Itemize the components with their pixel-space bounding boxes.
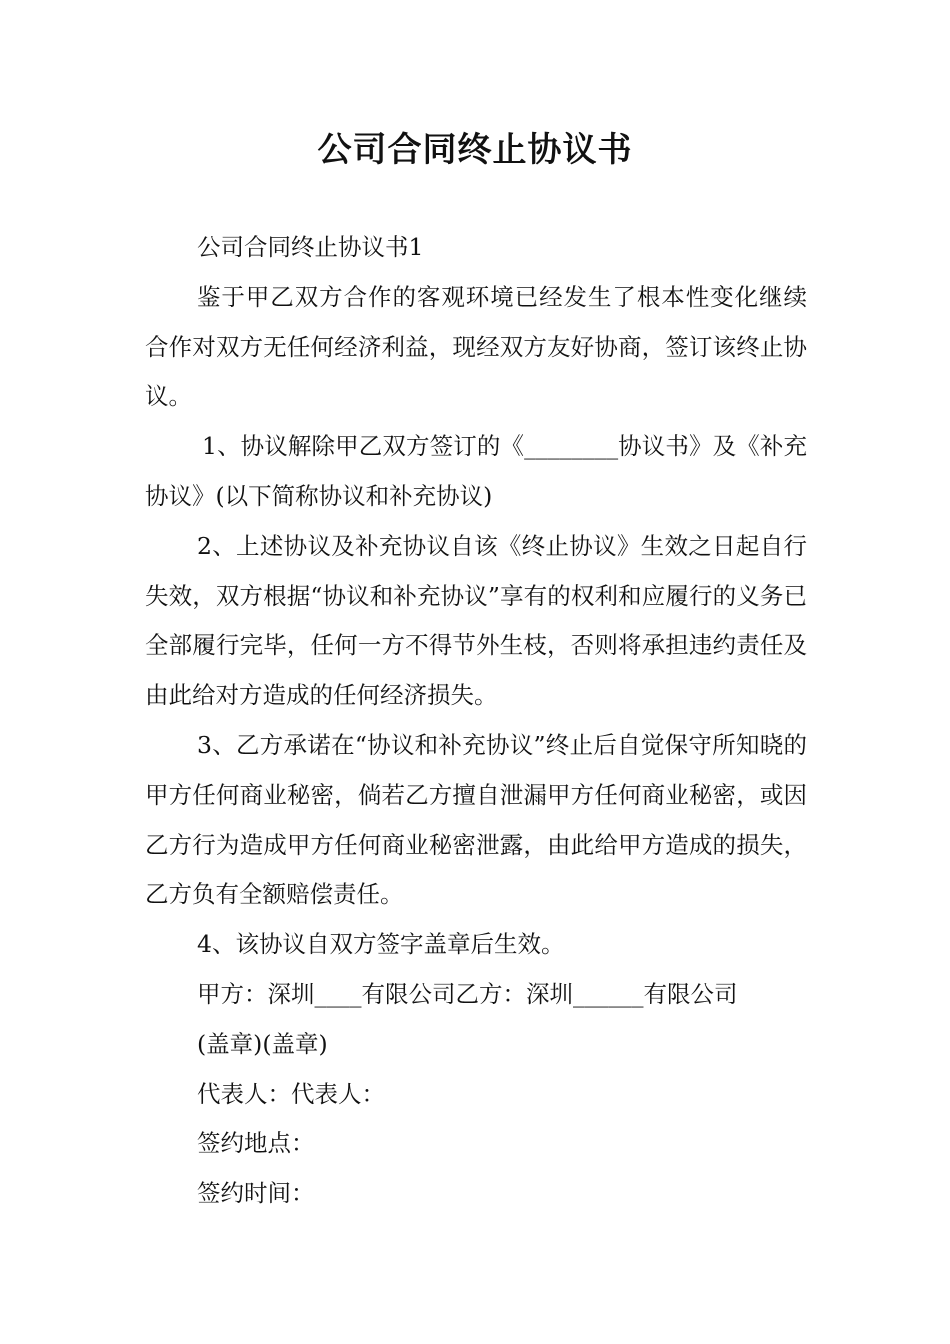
- clause-4: 4、该协议自双方签字盖章后生效。: [197, 930, 565, 959]
- intro-paragraph: 鉴于甲乙双方合作的客观环境已经发生了根本性变化继续合作对双方无任何经济利益，现经双方友好协商，签订该终止协议。: [145, 282, 807, 411]
- signature-seal: (盖章)(盖章): [197, 1029, 328, 1058]
- clause-1: 1、协议解除甲乙双方签订的《________协议书》及《补充协议》(以下简称协议和补充协议): [145, 432, 807, 510]
- signature-time: 签约时间：: [197, 1179, 315, 1208]
- document-subtitle: 公司合同终止协议书1: [197, 233, 424, 261]
- document-title: 公司合同终止协议书: [317, 130, 633, 170]
- clause-3: 3、乙方承诺在“协议和补充协议”终止后自觉保守所知晓的甲方任何商业秘密，倘若乙方擅自泄漏甲方任何商业秘密，或因乙方行为造成甲方任何商业秘密泄露，由此给甲方造成的损失，乙方负有全额赔偿责任。: [145, 730, 807, 909]
- signature-representatives: 代表人：代表人：: [197, 1079, 385, 1108]
- signature-parties: 甲方：深圳____有限公司乙方：深圳______有限公司: [197, 979, 738, 1008]
- signature-place: 签约地点：: [197, 1129, 315, 1158]
- document-body: [145, 223, 807, 1219]
- clause-2: 2、上述协议及补充协议自该《终止协议》生效之日起自行失效，双方根据“协议和补充协议”享有的权利和应履行的义务已全部履行完毕，任何一方不得节外生枝，否则将承担违约责任及由此给对方造成的任何经济损失。: [145, 531, 807, 710]
